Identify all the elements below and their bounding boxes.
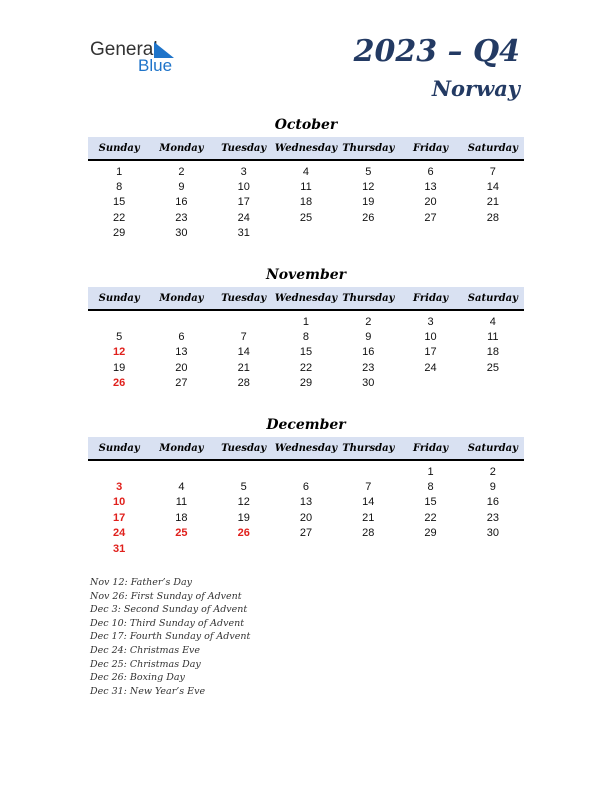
day-cell: 20 bbox=[424, 196, 437, 209]
day-cell: 21 bbox=[486, 196, 499, 209]
holiday-note: Dec 25: Christmas Day bbox=[90, 658, 201, 670]
day-cell: 13 bbox=[424, 181, 437, 194]
day-cell: 31 bbox=[237, 227, 250, 240]
weekday-label: Thursday bbox=[342, 292, 395, 304]
holiday-note: Dec 24: Christmas Eve bbox=[90, 644, 201, 656]
day-cell: 26 bbox=[237, 527, 250, 540]
day-cell: 22 bbox=[424, 511, 437, 524]
day-cell: 30 bbox=[362, 377, 375, 390]
day-cell: 28 bbox=[237, 377, 250, 390]
holiday-note: Dec 26: Boxing Day bbox=[90, 672, 185, 684]
month-october bbox=[88, 116, 524, 241]
day-cell: 11 bbox=[300, 181, 312, 194]
month-title: December bbox=[266, 417, 346, 433]
day-cell: 5 bbox=[116, 331, 123, 344]
week-row bbox=[88, 164, 524, 179]
day-cell: 31 bbox=[113, 542, 126, 555]
day-cell: 18 bbox=[486, 346, 499, 359]
day-cell: 27 bbox=[299, 527, 313, 540]
day-cell: 29 bbox=[113, 227, 126, 240]
day-cell: 25 bbox=[175, 527, 188, 540]
day-cell: 7 bbox=[489, 165, 496, 178]
day-cell: 3 bbox=[116, 481, 123, 494]
week-row bbox=[88, 179, 524, 194]
week-row bbox=[88, 195, 524, 210]
day-cell: 25 bbox=[299, 211, 313, 224]
month-title: October bbox=[274, 117, 338, 133]
day-cell: 17 bbox=[424, 346, 437, 359]
day-cell: 13 bbox=[175, 346, 188, 359]
day-cell: 30 bbox=[486, 527, 499, 540]
day-cell: 21 bbox=[237, 361, 250, 374]
weekday-label: Monday bbox=[159, 292, 204, 304]
week-row bbox=[88, 360, 524, 375]
page-title: 2023 – Q4 bbox=[353, 34, 520, 69]
week-row bbox=[88, 495, 524, 510]
day-cell: 4 bbox=[302, 165, 310, 178]
week-row bbox=[88, 541, 524, 556]
day-cell: 10 bbox=[424, 331, 437, 344]
day-cell: 24 bbox=[237, 211, 250, 224]
day-cell: 22 bbox=[299, 361, 313, 374]
day-cell: 9 bbox=[489, 481, 496, 494]
weekday-label: Saturday bbox=[467, 292, 518, 304]
day-cell: 7 bbox=[240, 331, 247, 344]
holiday-note: Dec 31: New Year’s Eve bbox=[90, 685, 206, 697]
day-cell: 14 bbox=[362, 496, 375, 509]
weekday-label: Friday bbox=[412, 142, 449, 154]
weekday-label: Friday bbox=[412, 292, 449, 304]
day-cell: 2 bbox=[178, 165, 185, 178]
month-december bbox=[88, 416, 524, 556]
weekday-label: Saturday bbox=[467, 142, 518, 154]
day-cell: 30 bbox=[175, 227, 188, 240]
week-row bbox=[88, 210, 524, 225]
month-november bbox=[88, 266, 524, 391]
day-cell: 11 bbox=[487, 331, 499, 344]
holiday-note: Dec 10: Third Sunday of Advent bbox=[90, 617, 245, 629]
week-row bbox=[88, 479, 524, 494]
day-cell: 2 bbox=[489, 465, 496, 478]
day-cell: 29 bbox=[424, 527, 437, 540]
day-cell: 17 bbox=[113, 511, 126, 524]
day-cell: 29 bbox=[299, 377, 313, 390]
day-cell: 23 bbox=[175, 211, 188, 224]
weekday-label: Monday bbox=[159, 442, 204, 454]
day-cell: 15 bbox=[299, 346, 313, 359]
weekday-label: Tuesday bbox=[221, 442, 267, 454]
week-row bbox=[88, 464, 524, 479]
weekday-label: Sunday bbox=[98, 292, 140, 304]
day-cell: 16 bbox=[362, 346, 375, 359]
logo bbox=[90, 39, 173, 75]
day-cell: 25 bbox=[486, 361, 499, 374]
weekday-label: Saturday bbox=[467, 442, 518, 454]
day-cell: 8 bbox=[427, 481, 434, 494]
weekday-label: Tuesday bbox=[221, 292, 267, 304]
day-cell: 21 bbox=[362, 511, 375, 524]
day-cell: 5 bbox=[240, 481, 247, 494]
weekday-label: Thursday bbox=[342, 442, 395, 454]
day-cell: 12 bbox=[113, 346, 126, 359]
day-cell: 14 bbox=[237, 346, 250, 359]
logo-blue-text: Blue bbox=[138, 56, 173, 75]
day-cell: 18 bbox=[175, 511, 188, 524]
day-cell: 9 bbox=[365, 331, 372, 344]
day-cell: 23 bbox=[362, 361, 375, 374]
day-cell: 1 bbox=[302, 315, 310, 328]
day-cell: 14 bbox=[486, 181, 499, 194]
day-cell: 9 bbox=[178, 181, 185, 194]
weekday-header bbox=[88, 287, 524, 311]
weekday-label: Monday bbox=[159, 142, 204, 154]
weekday-label: Sunday bbox=[98, 442, 140, 454]
week-row bbox=[88, 510, 524, 525]
day-cell: 5 bbox=[365, 165, 372, 178]
day-cell: 6 bbox=[302, 481, 310, 494]
day-cell: 10 bbox=[113, 496, 126, 509]
day-cell: 27 bbox=[175, 377, 188, 390]
holiday-note: Nov 26: First Sunday of Advent bbox=[90, 590, 242, 602]
day-cell: 24 bbox=[424, 361, 437, 374]
weekday-label: Wednesday bbox=[274, 292, 338, 304]
day-cell: 2 bbox=[365, 315, 372, 328]
day-cell: 15 bbox=[424, 496, 437, 509]
day-cell: 6 bbox=[178, 331, 185, 344]
country-title: Norway bbox=[431, 76, 520, 101]
day-cell: 15 bbox=[113, 196, 126, 209]
weekday-label: Friday bbox=[412, 442, 449, 454]
day-cell: 13 bbox=[299, 496, 313, 509]
day-cell: 16 bbox=[175, 196, 188, 209]
day-cell: 27 bbox=[424, 211, 437, 224]
holiday-note: Dec 17: Fourth Sunday of Advent bbox=[90, 631, 251, 643]
day-cell: 18 bbox=[299, 196, 313, 209]
weekday-header bbox=[88, 137, 524, 161]
day-cell: 28 bbox=[486, 211, 499, 224]
day-cell: 3 bbox=[427, 315, 434, 328]
day-cell: 11 bbox=[175, 496, 188, 509]
holiday-notes bbox=[90, 576, 250, 698]
weekday-label: Wednesday bbox=[274, 142, 338, 154]
day-cell: 26 bbox=[113, 377, 126, 390]
day-cell: 4 bbox=[178, 481, 185, 494]
day-cell: 3 bbox=[240, 165, 247, 178]
day-cell: 12 bbox=[237, 496, 250, 509]
week-row bbox=[88, 376, 524, 391]
day-cell: 26 bbox=[362, 211, 375, 224]
weekday-label: Thursday bbox=[342, 142, 395, 154]
day-cell: 19 bbox=[237, 511, 250, 524]
day-cell: 24 bbox=[113, 527, 126, 540]
week-row bbox=[88, 314, 524, 329]
month-title: November bbox=[265, 267, 347, 283]
day-cell: 16 bbox=[486, 496, 499, 509]
holiday-note: Nov 12: Father’s Day bbox=[90, 577, 192, 588]
holiday-note: Dec 3: Second Sunday of Advent bbox=[90, 604, 248, 616]
logo-general-text: General bbox=[90, 39, 158, 60]
day-cell: 4 bbox=[489, 315, 496, 328]
day-cell: 19 bbox=[362, 196, 375, 209]
day-cell: 8 bbox=[116, 181, 123, 194]
day-cell: 19 bbox=[113, 361, 126, 374]
weekday-label: Wednesday bbox=[274, 442, 338, 454]
day-cell: 20 bbox=[175, 361, 188, 374]
day-cell: 20 bbox=[299, 511, 313, 524]
day-cell: 12 bbox=[362, 181, 375, 194]
day-cell: 17 bbox=[237, 196, 250, 209]
day-cell: 23 bbox=[486, 511, 499, 524]
week-row bbox=[88, 226, 524, 241]
day-cell: 28 bbox=[362, 527, 375, 540]
day-cell: 22 bbox=[113, 211, 126, 224]
weekday-label: Sunday bbox=[98, 142, 140, 154]
week-row bbox=[88, 345, 524, 360]
day-cell: 1 bbox=[427, 465, 434, 478]
weekday-header bbox=[88, 437, 524, 461]
day-cell: 8 bbox=[302, 331, 310, 344]
day-cell: 7 bbox=[365, 481, 372, 494]
week-row bbox=[88, 329, 524, 344]
weekday-label: Tuesday bbox=[221, 142, 267, 154]
day-cell: 1 bbox=[116, 165, 123, 178]
day-cell: 10 bbox=[237, 181, 250, 194]
day-cell: 6 bbox=[427, 165, 434, 178]
week-row bbox=[88, 526, 524, 541]
